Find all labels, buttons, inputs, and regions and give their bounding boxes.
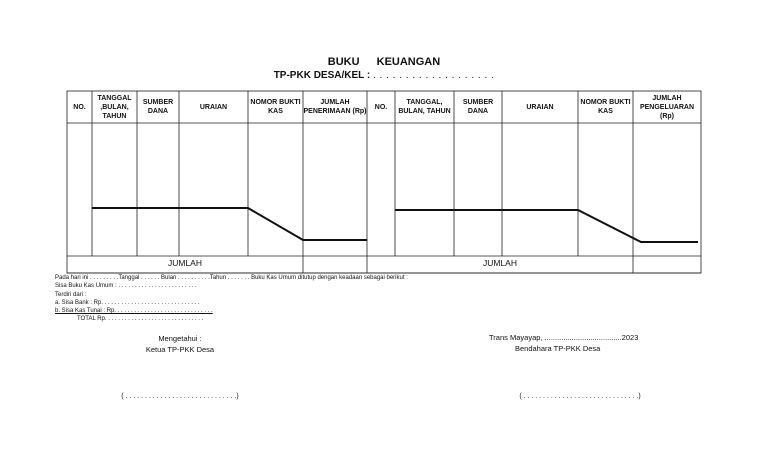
subtitle-dots: . . . . . . . . . . . . . . . . . . .	[372, 70, 495, 81]
header-no-right: NO.	[374, 103, 388, 111]
header-tanggal-left: TANGGAL ,BULAN, TAHUN	[97, 94, 132, 120]
title-word-keuangan: KEUANGAN	[376, 56, 441, 68]
header-nomor-bukti-left: NOMOR BUKTI KAS	[250, 99, 301, 115]
header-uraian-left: URAIAN	[199, 103, 228, 111]
bank-balance: a. Sisa Bank : Rp. . . . . . . . . . . . . . . . . . . . . . . . . . . . . .	[55, 300, 200, 306]
closing-statement: Pada hari ini . . . . . . . . .Tanggal . . . . . . Bulan . . . . . . . . . .Tahun . . . . . . . Buku Kas Umum ditutup dengan keadaan sebagai berikut :	[55, 275, 408, 281]
header-uraian-right: URAIAN	[526, 103, 554, 111]
header-jumlah-penerimaan: JUMLAH PENERIMAAN (Rp)	[303, 99, 367, 115]
cash-balance: b. Sisa Kas Tunai : Rp. . . . . . . . . . . . . . . . . . . . . . . . . . . . . .	[55, 308, 213, 314]
treasurer-signature-blank: ( . . . . . . . . . . . . . . . . . . . . . . . . . . . . . .)	[519, 393, 641, 400]
header-no-left: NO.	[73, 103, 86, 111]
subtitle-label: TP-PKK DESA/KEL :	[273, 70, 371, 81]
acknowledged-label: Mengetahui :	[158, 334, 202, 343]
total-balance: TOTAL Rp. . . . . . . . . . . . . . . . . . . . . . . . . . . . . .	[77, 316, 204, 322]
header-sumber-dana-right: SUMBER DANA	[462, 99, 494, 115]
remaining-balance: Sisa Buku Kas Umum : . . . . . . . . . . . . . . . . . . . . . . . .	[55, 283, 197, 289]
chairperson-title: Ketua TP-PKK Desa	[145, 345, 215, 354]
header-sumber-dana-left: SUMBER DANA	[142, 99, 174, 115]
title-word-buku: BUKU	[327, 56, 360, 68]
total-label-left: JUMLAH	[167, 258, 202, 268]
header-jumlah-pengeluaran: JUMLAH PENGELUARAN (Rp)	[639, 94, 695, 120]
total-label-right: JUMLAH	[482, 258, 517, 268]
place-date-line: Trans Mayayap, .....................................2023	[489, 333, 639, 342]
header-nomor-bukti-right: NOMOR BUKTI KAS	[580, 99, 631, 115]
treasurer-title: Bendahara TP-PKK Desa	[515, 344, 601, 353]
chairperson-signature-blank: ( . . . . . . . . . . . . . . . . . . . . . . . . . . . . .)	[121, 393, 239, 400]
consists-of-label: Terdiri dari :	[55, 292, 87, 298]
header-tanggal-right: TANGGAL, BULAN, TAHUN	[398, 99, 451, 115]
